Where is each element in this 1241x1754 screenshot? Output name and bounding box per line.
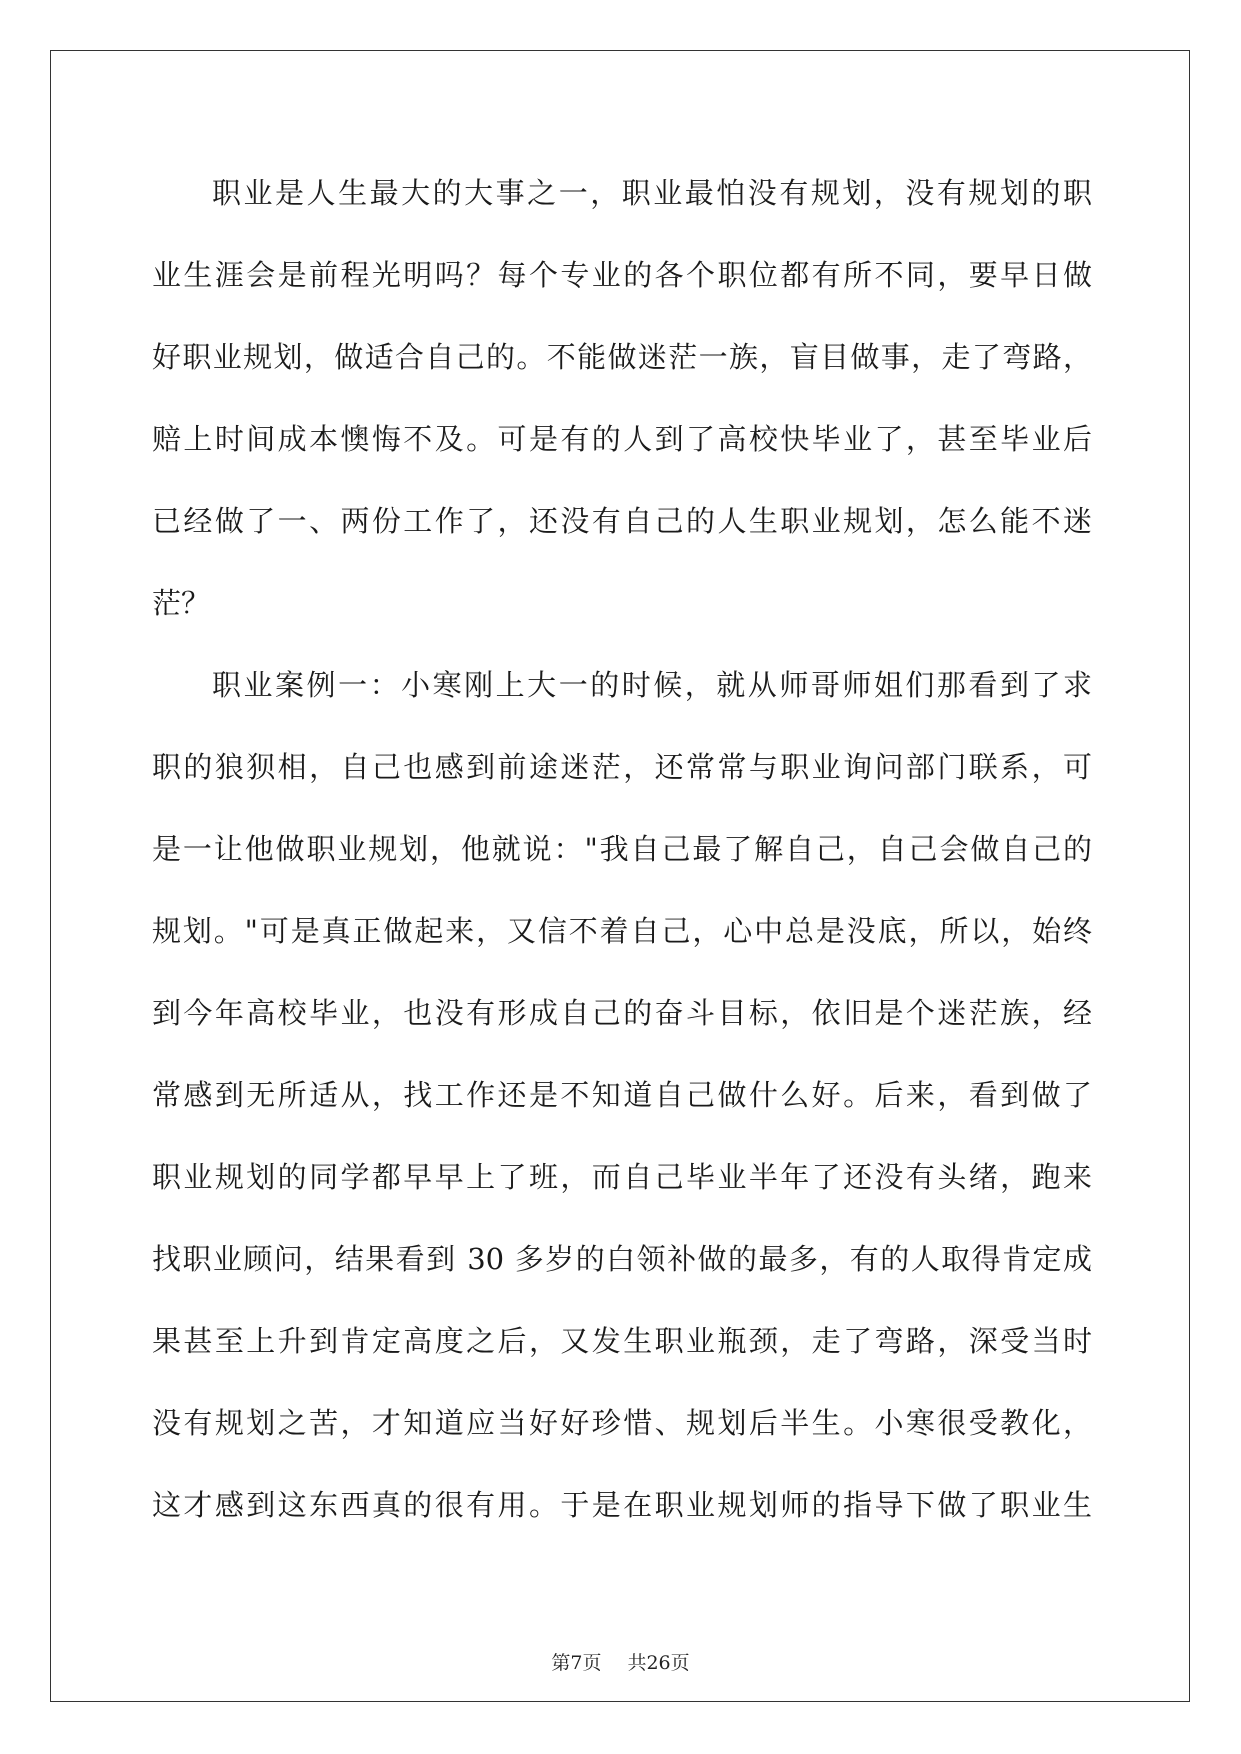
paragraph-2-line-3: 是一让他做职业规划，他就说："我自己最了解自己，自己会做自己的: [152, 832, 1092, 866]
paragraph-1-line-3: 好职业规划，做适合自己的。不能做迷茫一族，盲目做事，走了弯路，: [152, 340, 1092, 374]
paragraph-2-line-5: 到今年高校毕业，也没有形成自己的奋斗目标，依旧是个迷茫族，经: [152, 996, 1092, 1030]
paragraph-2-line-7: 职业规划的同学都早早上了班，而自己毕业半年了还没有头绪，跑来: [152, 1160, 1092, 1194]
page-number-current: 第7页: [551, 1652, 602, 1674]
paragraph-2-line-6: 常感到无所适从，找工作还是不知道自己做什么好。后来，看到做了: [152, 1078, 1092, 1112]
paragraph-1-line-6: 茫？: [152, 586, 211, 620]
paragraph-2-line-4: 规划。"可是真正做起来，又信不着自己，心中总是没底，所以，始终: [152, 914, 1092, 948]
paragraph-2-line-11: 这才感到这东西真的很有用。于是在职业规划师的指导下做了职业生: [152, 1488, 1092, 1522]
paragraph-2-line-2: 职的狼狈相，自己也感到前途迷茫，还常常与职业询问部门联系，可: [152, 750, 1092, 784]
page-footer: [0, 1648, 1241, 1675]
page-number-total: 共26页: [627, 1652, 690, 1674]
paragraph-2-line-9: 果甚至上升到肯定高度之后，又发生职业瓶颈，走了弯路，深受当时: [152, 1324, 1092, 1358]
paragraph-2-line-8: 找职业顾问，结果看到 30 多岁的白领补做的最多，有的人取得肯定成: [152, 1242, 1092, 1276]
paragraph-1-line-1: 职业是人生最大的大事之一，职业最怕没有规划，没有规划的职: [212, 176, 1092, 210]
paragraph-1-line-2: 业生涯会是前程光明吗？每个专业的各个职位都有所不同，要早日做: [152, 258, 1092, 292]
paragraph-1-line-4: 赔上时间成本懊悔不及。可是有的人到了高校快毕业了，甚至毕业后: [152, 422, 1092, 456]
paragraph-2-line-1: 职业案例一：小寒刚上大一的时候，就从师哥师姐们那看到了求: [212, 668, 1092, 702]
document-body: [152, 152, 1092, 1546]
paragraph-2-line-10: 没有规划之苦，才知道应当好好珍惜、规划后半生。小寒很受教化，: [152, 1406, 1092, 1440]
paragraph-1-line-5: 已经做了一、两份工作了，还没有自己的人生职业规划，怎么能不迷: [152, 504, 1092, 538]
